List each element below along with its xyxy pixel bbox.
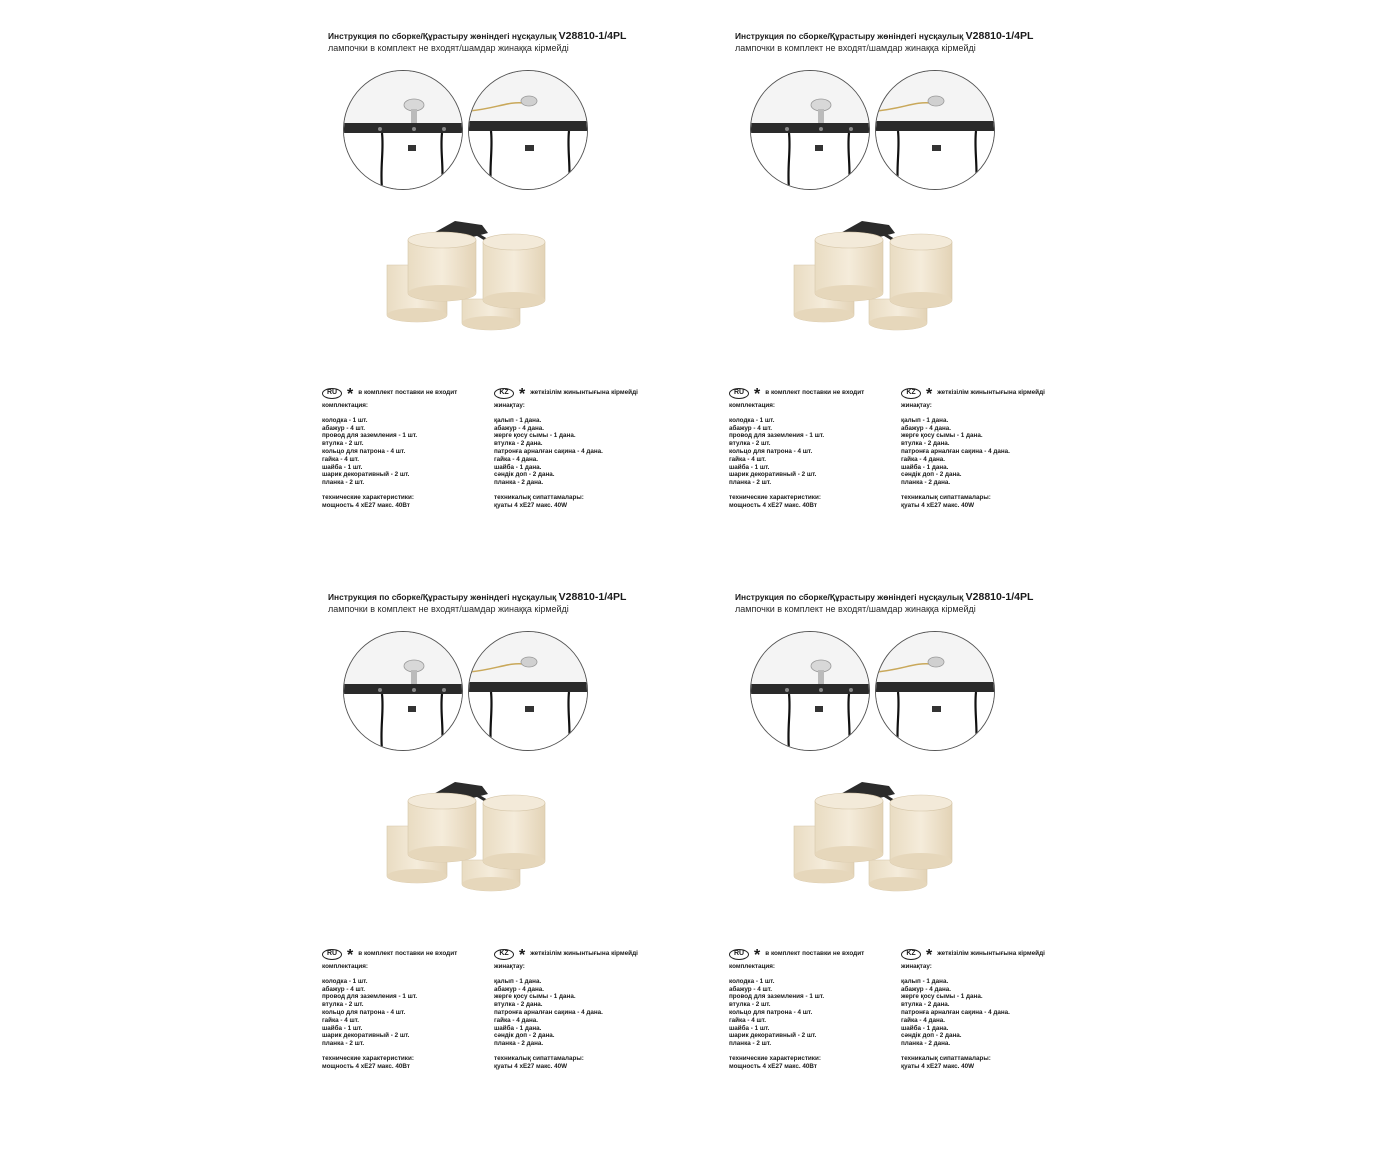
instruction-sheet-top-right [729, 30, 1155, 590]
model-number: V28810-1/4PL [558, 30, 627, 42]
list-item: втулка - 2 дана. [901, 1001, 950, 1009]
list-item: шайба - 1 дана. [494, 1024, 542, 1032]
list-item: абажур - 4 шт. [322, 424, 365, 432]
list-item: абажур - 4 шт. [729, 424, 772, 432]
ru-badge: RU [322, 949, 342, 960]
ru-spec-label: технические характеристики: [322, 1054, 414, 1062]
kz-column [901, 386, 1045, 510]
list-item: шарик декоративный - 2 шт. [322, 471, 410, 479]
kz-kit-label: жинақтау: [494, 963, 525, 970]
ru-spec [729, 494, 864, 510]
lamp-photo [290, 756, 620, 926]
ru-not-included: в комплект поставки не входит [358, 950, 458, 958]
list-item: кольцо для патрона - 4 шт. [729, 447, 813, 455]
list-item: планка - 2 шт. [729, 1040, 772, 1048]
model-number: V28810-1/4PL [965, 591, 1034, 603]
list-item: планка - 2 дана. [901, 479, 951, 487]
ru-item-list [729, 417, 864, 487]
kz-header [494, 386, 638, 403]
kz-spec-label: техникалық сипаттамалары: [494, 1054, 584, 1062]
list-item: шайба - 1 шт. [322, 463, 363, 471]
kz-column [494, 386, 638, 510]
list-item: провод для заземления - 1 шт. [322, 432, 418, 440]
asterisk-icon: * [754, 947, 761, 964]
kz-spec-value: қуаты 4 xE27 макс. 40W [494, 1062, 568, 1070]
kz-header [901, 386, 1045, 403]
ru-spec-label: технические характеристики: [729, 1054, 821, 1062]
kz-spec [494, 494, 638, 510]
ru-spec [322, 494, 457, 510]
kz-spec [901, 494, 1045, 510]
list-item: гайка - 4 шт. [322, 1016, 360, 1024]
ru-item-list [322, 417, 457, 487]
asterisk-icon: * [519, 386, 526, 403]
ru-spec-label: технические характеристики: [729, 493, 821, 501]
list-item: шайба - 1 шт. [322, 1024, 363, 1032]
list-item: колодка - 1 шт. [322, 416, 368, 424]
list-item: жерге қосу сымы - 1 дана. [901, 993, 983, 1001]
list-item: гайка - 4 дана. [901, 455, 946, 463]
ru-not-included: в комплект поставки не входит [358, 389, 458, 397]
list-item: абажур - 4 дана. [901, 424, 952, 432]
kz-item-list [901, 417, 1045, 487]
list-item: шайба - 1 дана. [494, 463, 542, 471]
kz-spec [494, 1055, 638, 1071]
kz-spec-label: техникалық сипаттамалары: [901, 1054, 991, 1062]
list-item: жерге қосу сымы - 1 дана. [494, 993, 576, 1001]
list-item: гайка - 4 дана. [494, 1016, 539, 1024]
list-item: жерге қосу сымы - 1 дана. [901, 432, 983, 440]
list-item: провод для заземления - 1 шт. [322, 993, 418, 1001]
ru-column [729, 386, 864, 510]
kz-kit-label: жинақтау: [901, 402, 932, 409]
instruction-sheet-bottom-right [729, 591, 1155, 1151]
kz-badge: KZ [901, 388, 921, 399]
ru-item-list [322, 978, 457, 1048]
kz-badge: KZ [494, 949, 514, 960]
list-item: гайка - 4 дана. [494, 455, 539, 463]
ceiling-plate-detail-icon [343, 70, 463, 190]
sheet-subtitle: лампочки в комплект не входят/шамдар жинаққа кірмейді [328, 604, 569, 614]
list-item: колодка - 1 шт. [729, 977, 775, 985]
list-item: патронға арналған сақина - 4 дана. [494, 1008, 603, 1016]
kz-spec-value: қуаты 4 xE27 макс. 40W [901, 1062, 975, 1070]
lamp-photo [697, 756, 1027, 926]
ru-not-included: в комплект поставки не входит [765, 389, 865, 397]
list-item: втулка - 2 дана. [901, 440, 950, 448]
ru-not-included: в комплект поставки не входит [765, 950, 865, 958]
kz-spec-label: техникалық сипаттамалары: [901, 493, 991, 501]
kz-not-included: жеткізілім жинынтығына кірмейді [530, 950, 638, 958]
list-item: қалып - 1 дана. [494, 416, 542, 424]
list-item: кольцо для патрона - 4 шт. [322, 447, 406, 455]
ru-header [729, 947, 865, 964]
instruction-sheet-top-left [322, 30, 748, 590]
list-item: шарик декоративный - 2 шт. [322, 1032, 410, 1040]
title-prefix: Инструкция по сборке/Құрастыру жөніндегі нұсқаулық [328, 592, 557, 602]
list-item: втулка - 2 дана. [494, 1001, 543, 1009]
list-item: патронға арналған сақина - 4 дана. [901, 447, 1010, 455]
asterisk-icon: * [926, 947, 933, 964]
list-item: втулка - 2 шт. [729, 1001, 771, 1009]
sheet-subtitle: лампочки в комплект не входят/шамдар жинаққа кірмейді [735, 43, 976, 53]
asterisk-icon: * [347, 386, 354, 403]
list-item: абажур - 4 шт. [729, 985, 772, 993]
ru-column [322, 386, 457, 510]
list-item: планка - 2 шт. [322, 1040, 365, 1048]
list-item: планка - 2 дана. [901, 1040, 951, 1048]
list-item: кольцо для патрона - 4 шт. [322, 1008, 406, 1016]
list-item: шарик декоративный - 2 шт. [729, 1032, 817, 1040]
mounting-bar-detail-icon [468, 631, 588, 751]
list-item: втулка - 2 шт. [729, 440, 771, 448]
kz-item-list [494, 978, 638, 1048]
list-item: шарик декоративный - 2 шт. [729, 471, 817, 479]
mounting-bar-detail-icon [468, 70, 588, 190]
list-item: втулка - 2 шт. [322, 1001, 364, 1009]
list-item: кольцо для патрона - 4 шт. [729, 1008, 813, 1016]
list-item: провод для заземления - 1 шт. [729, 432, 825, 440]
list-item: абажур - 4 дана. [494, 424, 545, 432]
title-prefix: Инструкция по сборке/Құрастыру жөніндегі нұсқаулық [735, 31, 964, 41]
ceiling-plate-detail-icon [750, 70, 870, 190]
ceiling-plate-detail-icon [750, 631, 870, 751]
list-item: патронға арналған сақина - 4 дана. [901, 1008, 1010, 1016]
sheet-subtitle: лампочки в комплект не входят/шамдар жинаққа кірмейді [328, 43, 569, 53]
sheet-title [735, 591, 1033, 603]
ru-kit-label: комплектация: [322, 963, 368, 970]
list-item: қалып - 1 дана. [901, 977, 949, 985]
list-item: гайка - 4 дана. [901, 1016, 946, 1024]
lamp-photo [290, 195, 620, 365]
list-item: гайка - 4 шт. [729, 1016, 767, 1024]
ru-badge: RU [729, 388, 749, 399]
kz-column [494, 947, 638, 1071]
list-item: шайба - 1 дана. [901, 1024, 949, 1032]
kz-spec [901, 1055, 1045, 1071]
kz-item-list [901, 978, 1045, 1048]
ru-kit-label: комплектация: [729, 402, 775, 409]
ru-spec-label: технические характеристики: [322, 493, 414, 501]
kz-badge: KZ [494, 388, 514, 399]
ru-spec-value: мощность 4 xE27 макс. 40Вт [322, 501, 410, 509]
list-item: планка - 2 дана. [494, 479, 544, 487]
lamp-photo [697, 195, 1027, 365]
list-item: шайба - 1 дана. [901, 463, 949, 471]
ceiling-plate-detail-icon [343, 631, 463, 751]
ru-badge: RU [729, 949, 749, 960]
list-item: колодка - 1 шт. [729, 416, 775, 424]
list-item: жерге қосу сымы - 1 дана. [494, 432, 576, 440]
ru-column [322, 947, 457, 1071]
ru-kit-label: комплектация: [729, 963, 775, 970]
list-item: гайка - 4 шт. [322, 455, 360, 463]
list-item: планка - 2 дана. [494, 1040, 544, 1048]
sheet-title [328, 30, 626, 42]
sheet-title [328, 591, 626, 603]
kz-item-list [494, 417, 638, 487]
kz-header [494, 947, 638, 964]
kz-not-included: жеткізілім жинынтығына кірмейді [937, 389, 1045, 397]
list-item: сәндік доп - 2 дана. [901, 1032, 962, 1040]
list-item: қалып - 1 дана. [494, 977, 542, 985]
list-item: патронға арналған сақина - 4 дана. [494, 447, 603, 455]
ru-header [729, 386, 865, 403]
list-item: абажур - 4 дана. [901, 985, 952, 993]
list-item: қалып - 1 дана. [901, 416, 949, 424]
title-prefix: Инструкция по сборке/Құрастыру жөніндегі нұсқаулық [735, 592, 964, 602]
model-number: V28810-1/4PL [558, 591, 627, 603]
list-item: сәндік доп - 2 дана. [901, 471, 962, 479]
kz-spec-value: қуаты 4 xE27 макс. 40W [901, 501, 975, 509]
sheet-subtitle: лампочки в комплект не входят/шамдар жинаққа кірмейді [735, 604, 976, 614]
list-item: втулка - 2 шт. [322, 440, 364, 448]
sheet-title [735, 30, 1033, 42]
ru-spec [729, 1055, 864, 1071]
list-item: планка - 2 шт. [729, 479, 772, 487]
ru-column [729, 947, 864, 1071]
list-item: гайка - 4 шт. [729, 455, 767, 463]
list-item: провод для заземления - 1 шт. [729, 993, 825, 1001]
ru-item-list [729, 978, 864, 1048]
list-item: шайба - 1 шт. [729, 1024, 770, 1032]
ru-spec-value: мощность 4 xE27 макс. 40Вт [729, 501, 817, 509]
list-item: сәндік доп - 2 дана. [494, 471, 555, 479]
ru-badge: RU [322, 388, 342, 399]
asterisk-icon: * [347, 947, 354, 964]
list-item: планка - 2 шт. [322, 479, 365, 487]
ru-spec [322, 1055, 457, 1071]
kz-spec-value: қуаты 4 xE27 макс. 40W [494, 501, 568, 509]
list-item: абажур - 4 шт. [322, 985, 365, 993]
list-item: втулка - 2 дана. [494, 440, 543, 448]
ru-spec-value: мощность 4 xE27 макс. 40Вт [729, 1062, 817, 1070]
mounting-bar-detail-icon [875, 70, 995, 190]
kz-not-included: жеткізілім жинынтығына кірмейді [937, 950, 1045, 958]
ru-kit-label: комплектация: [322, 402, 368, 409]
asterisk-icon: * [926, 386, 933, 403]
asterisk-icon: * [754, 386, 761, 403]
list-item: колодка - 1 шт. [322, 977, 368, 985]
instruction-sheet-bottom-left [322, 591, 748, 1151]
kz-kit-label: жинақтау: [494, 402, 525, 409]
kz-column [901, 947, 1045, 1071]
asterisk-icon: * [519, 947, 526, 964]
title-prefix: Инструкция по сборке/Құрастыру жөніндегі нұсқаулық [328, 31, 557, 41]
list-item: шайба - 1 шт. [729, 463, 770, 471]
ru-header [322, 386, 458, 403]
kz-kit-label: жинақтау: [901, 963, 932, 970]
kz-badge: KZ [901, 949, 921, 960]
mounting-bar-detail-icon [875, 631, 995, 751]
list-item: абажур - 4 дана. [494, 985, 545, 993]
ru-header [322, 947, 458, 964]
kz-header [901, 947, 1045, 964]
list-item: сәндік доп - 2 дана. [494, 1032, 555, 1040]
kz-spec-label: техникалық сипаттамалары: [494, 493, 584, 501]
kz-not-included: жеткізілім жинынтығына кірмейді [530, 389, 638, 397]
ru-spec-value: мощность 4 xE27 макс. 40Вт [322, 1062, 410, 1070]
model-number: V28810-1/4PL [965, 30, 1034, 42]
